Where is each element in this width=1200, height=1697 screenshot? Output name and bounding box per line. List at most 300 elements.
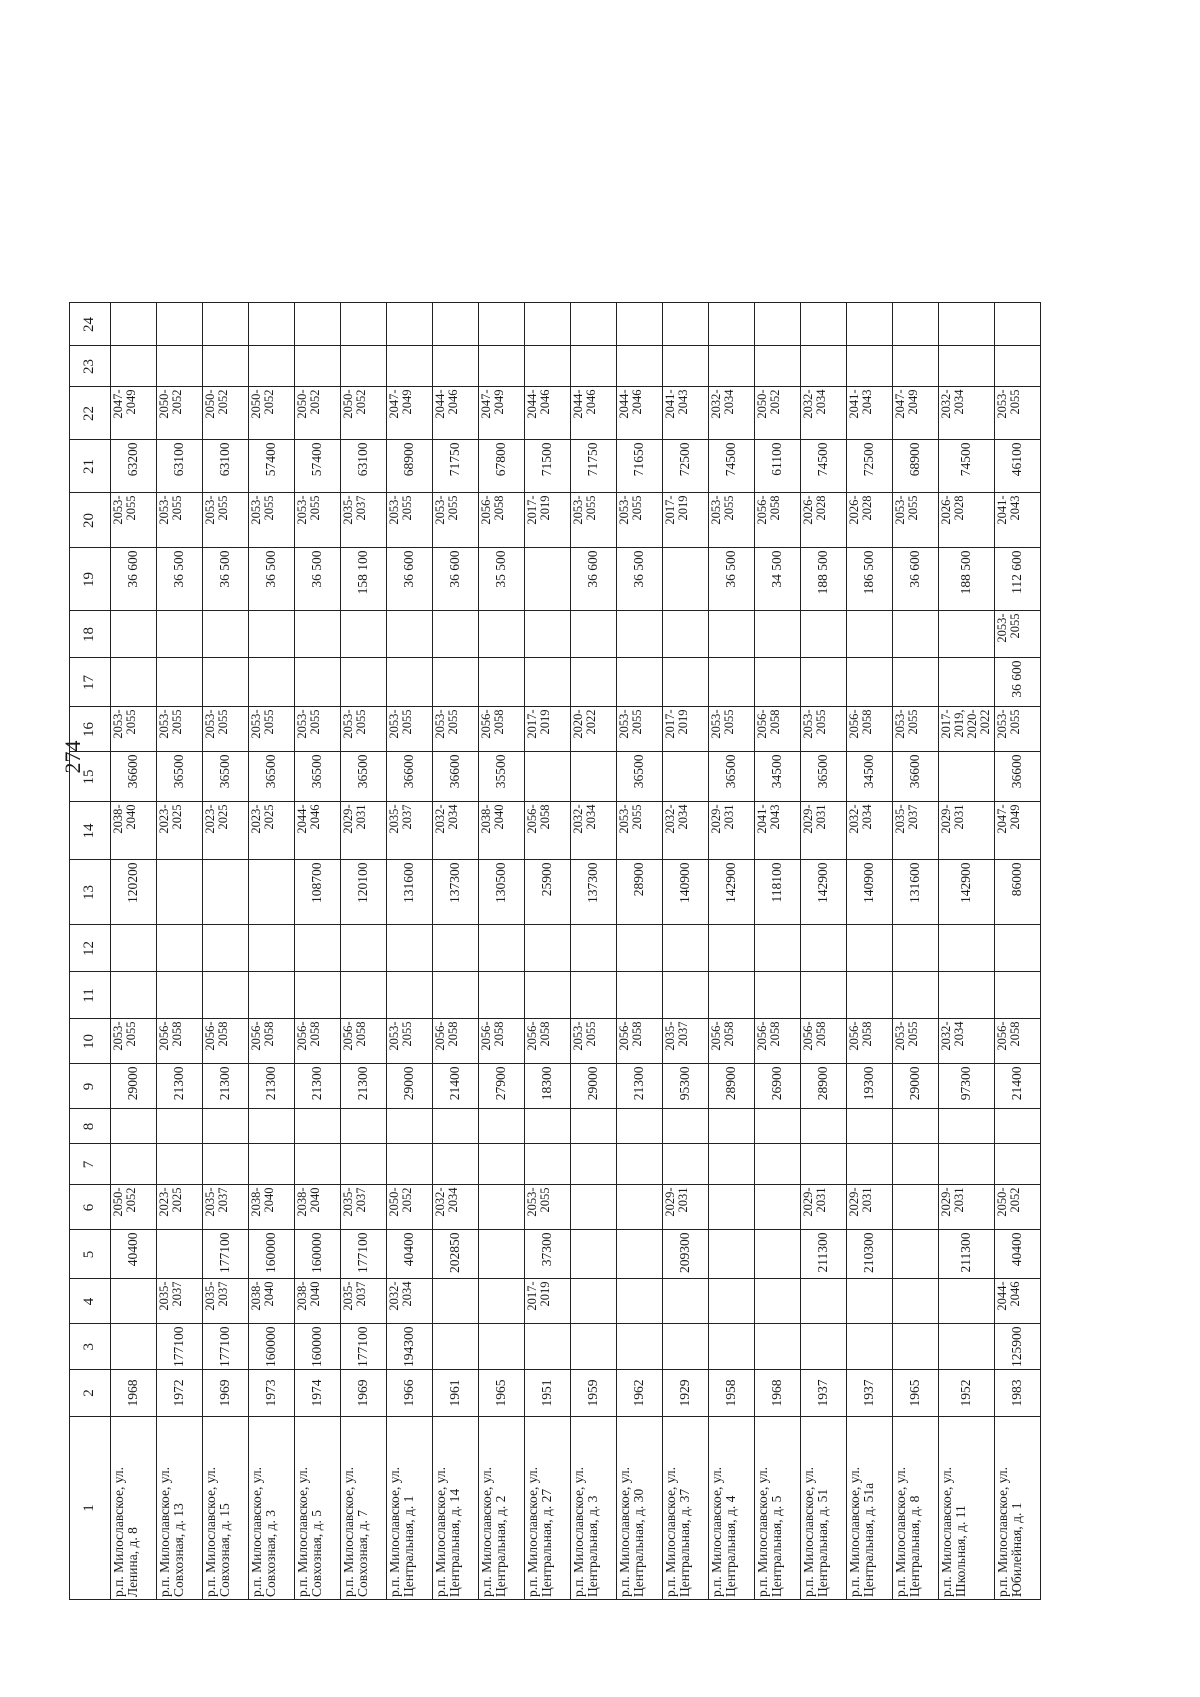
period-cell [847, 1185, 893, 1230]
table-row [939, 303, 995, 1600]
cell-value: 2050- 2052 [295, 389, 323, 419]
address-cell: р.п. Милославское, ул. Совхозная, д. 3 [249, 1417, 295, 1600]
cost-cell [994, 548, 1040, 611]
period-cell [994, 1185, 1040, 1230]
cost-cell [939, 972, 995, 1019]
cost-cell [525, 1109, 571, 1144]
address-cell: р.п. Милославское, ул. Совхозная, д. 5 [295, 1417, 341, 1600]
cost-cell [525, 860, 571, 925]
cell-value: 2044- 2046 [295, 804, 323, 834]
period-cell [755, 493, 801, 548]
table-row [617, 303, 663, 1600]
cost-cell [111, 1064, 157, 1109]
cost-cell [157, 346, 203, 387]
cost-cell [663, 1064, 709, 1109]
cost-cell [571, 1185, 617, 1230]
cost-cell [801, 752, 847, 802]
cost-cell [893, 1144, 939, 1185]
period-cell [387, 493, 433, 548]
cell-value: 2035- 2037 [157, 1281, 185, 1311]
cell-value: 2050- 2052 [341, 389, 369, 419]
cost-cell [755, 1279, 801, 1324]
period-cell [525, 1279, 571, 1324]
cost-cell [203, 1324, 249, 1370]
cell-value: 177100 [217, 1326, 233, 1367]
cell-value: 2056- 2058 [755, 495, 783, 525]
cell-value: 74500 [723, 442, 739, 477]
cell-value: 2047- 2049 [479, 389, 507, 419]
cost-cell [249, 1230, 295, 1279]
cell-value: 2050- 2052 [994, 1187, 1022, 1217]
cell-value: 2056- 2058 [479, 709, 507, 739]
period-cell [663, 1185, 709, 1230]
cell-value: 36 600 [447, 550, 463, 588]
cell-value: 37300 [539, 1232, 555, 1267]
cost-cell [709, 611, 755, 658]
cost-cell [939, 303, 995, 346]
year-cell: 1983 [994, 1370, 1040, 1417]
cost-cell [617, 1230, 663, 1279]
cost-cell [249, 658, 295, 707]
cost-cell [295, 1144, 341, 1185]
cost-cell [525, 658, 571, 707]
period-cell [801, 493, 847, 548]
column-header-20: 20 [70, 493, 111, 548]
cost-cell [571, 1279, 617, 1324]
period-cell [939, 707, 995, 752]
cell-value: 2041- 2043 [755, 804, 783, 834]
period-cell [203, 1279, 249, 1324]
cell-value: 2053- 2055 [801, 709, 829, 739]
cost-cell [617, 860, 663, 925]
cell-value: 68900 [401, 442, 417, 477]
table-row [111, 303, 157, 1600]
period-cell [387, 802, 433, 860]
period-cell [571, 707, 617, 752]
cell-value: 2047- 2049 [893, 389, 921, 419]
cell-value: 142900 [723, 862, 739, 903]
cell-value: 2050- 2052 [249, 389, 277, 419]
column-header-10: 10 [70, 1019, 111, 1064]
cell-value: 36 500 [171, 550, 187, 588]
cell-value: 36600 [447, 754, 463, 789]
period-cell [295, 493, 341, 548]
cost-cell [387, 972, 433, 1019]
cost-cell [939, 1144, 995, 1185]
cost-cell [847, 1109, 893, 1144]
cell-value: 2035- 2037 [663, 1021, 691, 1051]
cell-value: 131600 [401, 862, 417, 903]
cell-value: 2056- 2058 [755, 1021, 783, 1051]
cost-cell [663, 972, 709, 1019]
cost-cell [341, 440, 387, 493]
year-cell: 1958 [709, 1370, 755, 1417]
cost-cell [617, 548, 663, 611]
cost-cell [617, 346, 663, 387]
cell-value: 2053- 2055 [893, 1021, 921, 1051]
cost-cell [387, 346, 433, 387]
cost-cell [755, 548, 801, 611]
cost-cell [387, 1064, 433, 1109]
cost-cell [755, 303, 801, 346]
cost-cell [755, 972, 801, 1019]
column-header-1: 1 [70, 1417, 111, 1600]
cell-value: 186 500 [861, 550, 877, 595]
cost-cell [755, 752, 801, 802]
cost-cell [709, 1279, 755, 1324]
cell-value: 28900 [723, 1066, 739, 1101]
period-cell [111, 1019, 157, 1064]
column-header-24: 24 [70, 303, 111, 346]
year-cell: 1929 [663, 1370, 709, 1417]
cost-cell [939, 611, 995, 658]
cell-value: 2053- 2055 [157, 709, 185, 739]
cost-cell [663, 752, 709, 802]
cell-value: 118100 [769, 862, 785, 903]
cell-value: 36500 [355, 754, 371, 789]
column-header-9: 9 [70, 1064, 111, 1109]
cell-value: 71750 [585, 442, 601, 477]
period-cell [525, 493, 571, 548]
cell-value: 36500 [263, 754, 279, 789]
cell-value: 2035- 2037 [387, 804, 415, 834]
period-cell [479, 493, 525, 548]
cost-cell [203, 440, 249, 493]
cell-value: 177100 [355, 1232, 371, 1273]
cost-cell [939, 440, 995, 493]
cost-cell [801, 548, 847, 611]
cost-cell [387, 303, 433, 346]
cost-cell [893, 860, 939, 925]
cost-cell [157, 1230, 203, 1279]
cost-cell [295, 611, 341, 658]
address-cell: р.п. Милославское, ул. Центральная, д. 37 [663, 1417, 709, 1600]
column-header-5: 5 [70, 1230, 111, 1279]
cost-cell [617, 972, 663, 1019]
period-cell [157, 1019, 203, 1064]
cell-value: 71650 [631, 442, 647, 477]
cell-value: 36 600 [585, 550, 601, 588]
period-cell [479, 387, 525, 440]
cell-value: 158 100 [355, 550, 371, 595]
cost-cell [709, 1144, 755, 1185]
period-cell [157, 802, 203, 860]
cell-value: 2044- 2046 [994, 1281, 1022, 1311]
cell-value: 2035- 2037 [341, 1187, 369, 1217]
column-header-11: 11 [70, 972, 111, 1019]
period-cell [157, 387, 203, 440]
cost-cell [755, 1144, 801, 1185]
cell-value: 2017- 2019 [525, 1281, 553, 1311]
cost-cell [994, 346, 1040, 387]
cost-cell [801, 611, 847, 658]
cost-cell [801, 972, 847, 1019]
period-cell [479, 802, 525, 860]
cost-cell [111, 440, 157, 493]
period-cell [994, 1019, 1040, 1064]
period-cell [479, 707, 525, 752]
cost-cell [387, 1109, 433, 1144]
cost-cell [571, 303, 617, 346]
cost-cell [709, 860, 755, 925]
cost-cell [994, 658, 1040, 707]
cost-cell [755, 925, 801, 972]
cost-cell [525, 1144, 571, 1185]
cell-value: 125900 [1008, 1326, 1024, 1367]
cost-cell [433, 1109, 479, 1144]
column-header-19: 19 [70, 548, 111, 611]
cell-value: 2047- 2049 [387, 389, 415, 419]
cell-value: 36 500 [631, 550, 647, 588]
cost-cell [847, 548, 893, 611]
period-cell [111, 1185, 157, 1230]
page-number: 274 [60, 740, 85, 774]
cost-cell [755, 440, 801, 493]
cell-value: 2026- 2028 [939, 495, 967, 525]
cell-value: 2056- 2058 [525, 1021, 553, 1051]
cell-value: 2035- 2037 [893, 804, 921, 834]
cell-value: 2035- 2037 [341, 1281, 369, 1311]
cost-cell [433, 972, 479, 1019]
year-cell: 1952 [939, 1370, 995, 1417]
period-cell [111, 802, 157, 860]
cost-cell [249, 925, 295, 972]
cost-cell [847, 860, 893, 925]
period-cell [847, 802, 893, 860]
cell-value: 2053- 2055 [157, 495, 185, 525]
cell-value: 140900 [677, 862, 693, 903]
cost-cell [617, 611, 663, 658]
year-cell: 1951 [525, 1370, 571, 1417]
cell-value: 2032- 2034 [571, 804, 599, 834]
cost-cell [571, 860, 617, 925]
cost-cell [341, 611, 387, 658]
cost-cell [249, 346, 295, 387]
table-row [571, 303, 617, 1600]
address-cell: р.п. Милославское, ул. Центральная, д. 3 [571, 1417, 617, 1600]
cell-value: 2017- 2019 [663, 709, 691, 739]
period-cell [341, 707, 387, 752]
year-cell: 1969 [341, 1370, 387, 1417]
address-cell: р.п. Милославское, ул. Совхозная, д. 15 [203, 1417, 249, 1600]
cost-cell [157, 611, 203, 658]
cell-value: 2020- 2022 [571, 709, 599, 739]
period-cell [157, 707, 203, 752]
period-cell [341, 1279, 387, 1324]
cell-value: 2032- 2034 [433, 1187, 461, 1217]
cell-value: 2053- 2055 [295, 495, 323, 525]
column-header-2: 2 [70, 1370, 111, 1417]
cell-value: 2029- 2031 [939, 1187, 967, 1217]
cost-cell [111, 1324, 157, 1370]
cell-value: 34500 [861, 754, 877, 789]
table-row [479, 303, 525, 1600]
period-cell [994, 802, 1040, 860]
period-cell [709, 802, 755, 860]
cost-cell [847, 346, 893, 387]
cell-value: 120100 [355, 862, 371, 903]
period-cell [663, 387, 709, 440]
cost-cell [433, 548, 479, 611]
cell-value: 36500 [723, 754, 739, 789]
cell-value: 160000 [309, 1326, 325, 1367]
cell-value: 188 500 [958, 550, 974, 595]
cell-value: 211300 [815, 1232, 831, 1273]
cell-value: 2047- 2049 [111, 389, 139, 419]
cost-cell [387, 1324, 433, 1370]
cost-cell [663, 440, 709, 493]
cell-value: 2053- 2055 [295, 709, 323, 739]
cost-cell [295, 972, 341, 1019]
table-row [709, 303, 755, 1600]
period-cell [203, 493, 249, 548]
cell-value: 36500 [309, 754, 325, 789]
cost-cell [387, 925, 433, 972]
cell-value: 40400 [1008, 1232, 1024, 1267]
period-cell [203, 707, 249, 752]
cell-value: 2032- 2034 [387, 1281, 415, 1311]
cost-cell [295, 658, 341, 707]
cost-cell [479, 1064, 525, 1109]
column-header-4: 4 [70, 1279, 111, 1324]
cost-cell [994, 752, 1040, 802]
cell-value: 2053- 2055 [387, 709, 415, 739]
cost-cell [433, 925, 479, 972]
cell-value: 2044- 2046 [617, 389, 645, 419]
cell-value: 2044- 2046 [433, 389, 461, 419]
cost-cell [617, 1279, 663, 1324]
cost-cell [709, 1324, 755, 1370]
cost-cell [249, 611, 295, 658]
period-cell [801, 1019, 847, 1064]
column-header-18: 18 [70, 611, 111, 658]
cost-cell [295, 303, 341, 346]
cost-cell [617, 752, 663, 802]
period-cell [617, 802, 663, 860]
column-header-16: 16 [70, 707, 111, 752]
cost-cell [994, 1064, 1040, 1109]
cost-cell [617, 1109, 663, 1144]
cost-cell [939, 1109, 995, 1144]
cost-cell [663, 658, 709, 707]
cell-value: 36600 [401, 754, 417, 789]
cost-cell [847, 1324, 893, 1370]
period-cell [893, 802, 939, 860]
cell-value: 2038- 2040 [295, 1187, 323, 1217]
cell-value: 36500 [217, 754, 233, 789]
cell-value: 194300 [401, 1326, 417, 1367]
cell-value: 2017- 2019 [525, 495, 553, 525]
cost-cell [939, 925, 995, 972]
cost-cell [939, 860, 995, 925]
column-header-17: 17 [70, 658, 111, 707]
cost-cell [893, 440, 939, 493]
table-row [663, 303, 709, 1600]
cell-value: 36 500 [309, 550, 325, 588]
period-cell [433, 493, 479, 548]
period-cell [479, 1019, 525, 1064]
year-cell: 1965 [893, 1370, 939, 1417]
address-cell: р.п. Милославское, ул. Центральная, д. 8 [893, 1417, 939, 1600]
cell-value: 188 500 [815, 550, 831, 595]
address-cell: р.п. Милославское, ул. Центральная, д. 27 [525, 1417, 571, 1600]
table-row [525, 303, 571, 1600]
cell-value: 2053- 2055 [994, 709, 1022, 739]
cell-value: 97300 [958, 1066, 974, 1101]
period-cell [939, 1185, 995, 1230]
cell-value: 61100 [769, 442, 785, 476]
period-cell [801, 387, 847, 440]
cell-value: 71500 [539, 442, 555, 477]
cell-value: 2053- 2055 [994, 389, 1022, 419]
cell-value: 36500 [171, 754, 187, 789]
cell-value: 2056- 2058 [801, 1021, 829, 1051]
cost-cell [994, 1109, 1040, 1144]
cost-cell [847, 752, 893, 802]
cell-value: 131600 [907, 862, 923, 903]
cell-value: 2029- 2031 [801, 804, 829, 834]
cell-value: 2053- 2055 [203, 709, 231, 739]
cost-cell [203, 1064, 249, 1109]
cell-value: 21300 [263, 1066, 279, 1101]
cost-cell [847, 658, 893, 707]
year-cell: 1968 [755, 1370, 801, 1417]
period-cell [571, 1019, 617, 1064]
cost-cell [755, 658, 801, 707]
cell-value: 2053- 2055 [111, 495, 139, 525]
cell-value: 140900 [861, 862, 877, 903]
cell-value: 36 600 [1008, 660, 1024, 698]
cell-value: 28900 [631, 862, 647, 897]
period-cell [295, 1185, 341, 1230]
table-row [847, 303, 893, 1600]
address-cell: р.п. Милославское, ул. Центральная, д. 4 [709, 1417, 755, 1600]
cost-cell [249, 1064, 295, 1109]
cost-cell [893, 346, 939, 387]
cell-value: 2038- 2040 [295, 1281, 323, 1311]
cost-cell [801, 440, 847, 493]
cost-cell [111, 548, 157, 611]
cost-cell [617, 658, 663, 707]
table-row [801, 303, 847, 1600]
cost-cell [801, 1109, 847, 1144]
cost-cell [203, 1144, 249, 1185]
cell-value: 2032- 2034 [939, 1021, 967, 1051]
period-cell [387, 1279, 433, 1324]
address-cell: р.п. Милославское, ул. Центральная, д. 1 [387, 1417, 433, 1600]
cell-value: 2053- 2055 [433, 495, 461, 525]
cost-cell [433, 1144, 479, 1185]
year-cell: 1965 [479, 1370, 525, 1417]
cell-value: 2032- 2034 [939, 389, 967, 419]
cost-cell [709, 1230, 755, 1279]
cell-value: 2053- 2055 [709, 495, 737, 525]
cost-cell [249, 972, 295, 1019]
cost-cell [847, 972, 893, 1019]
cost-cell [111, 611, 157, 658]
cell-value: 2053- 2055 [341, 709, 369, 739]
cost-cell [433, 1064, 479, 1109]
period-cell [709, 493, 755, 548]
cost-cell [663, 303, 709, 346]
cell-value: 36500 [815, 754, 831, 789]
cell-value: 2032- 2034 [801, 389, 829, 419]
cost-cell [249, 752, 295, 802]
year-cell: 1966 [387, 1370, 433, 1417]
cost-cell [663, 1109, 709, 1144]
table-row [341, 303, 387, 1600]
cost-cell [939, 658, 995, 707]
